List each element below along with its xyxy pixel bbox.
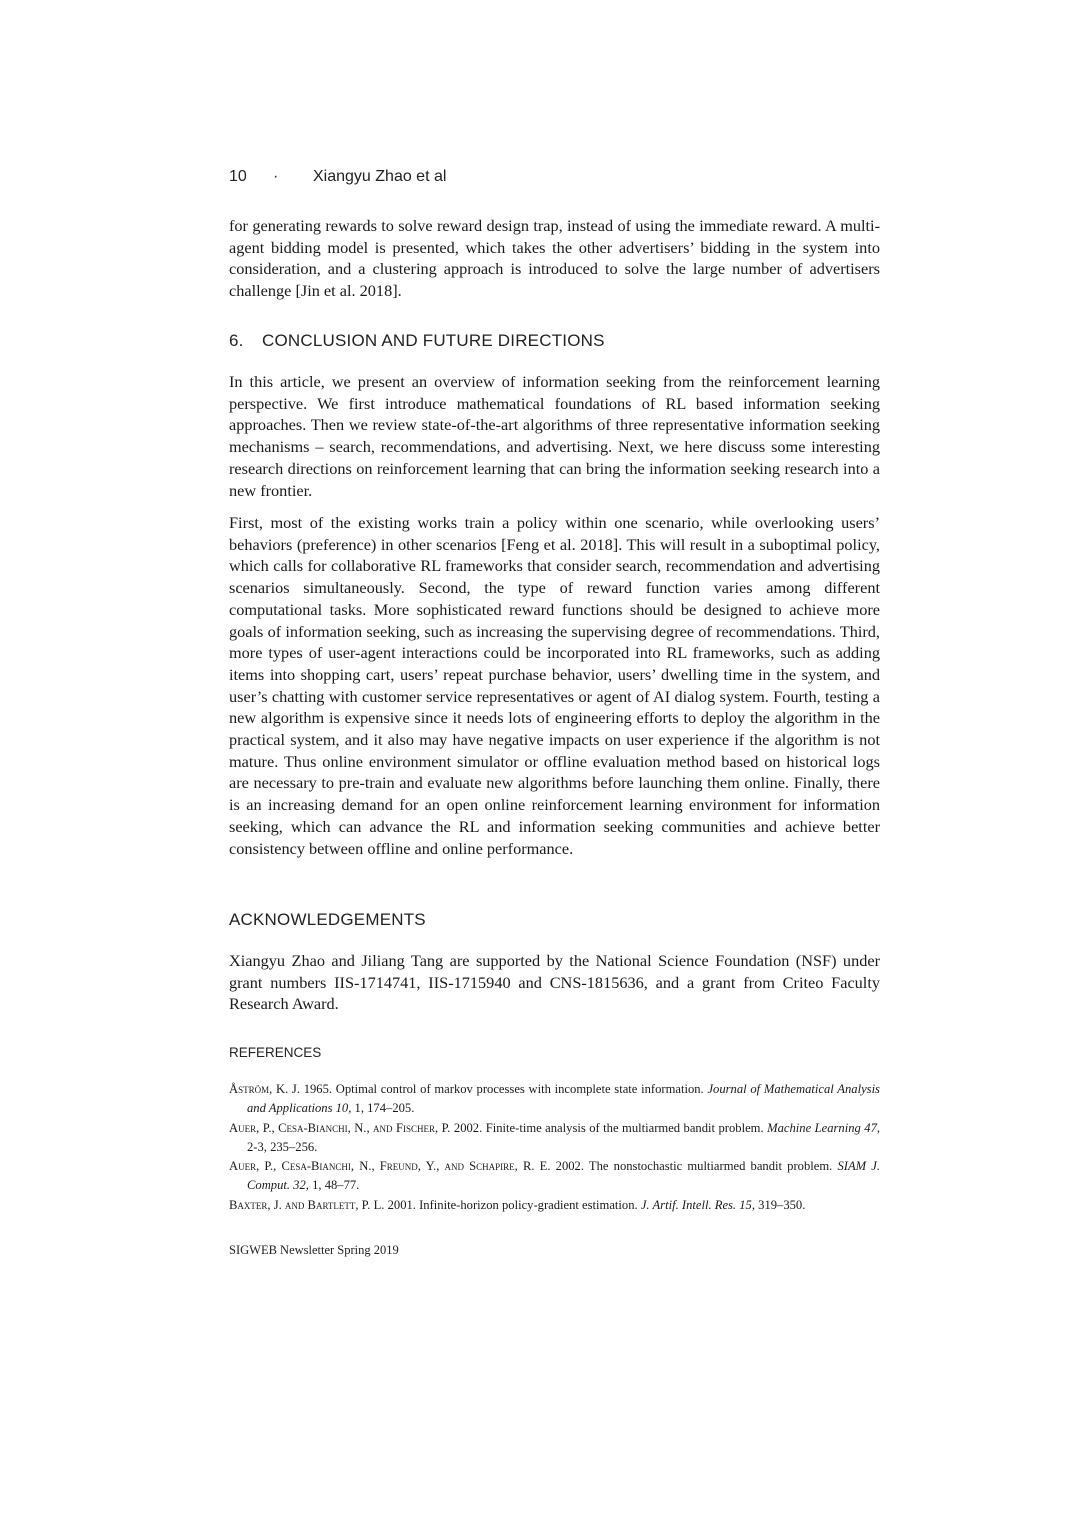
section-heading-conclusion: [229, 331, 605, 351]
page-footer: SIGWEB Newsletter Spring 2019: [229, 1243, 399, 1257]
conclusion-paragraph-2: First, most of the existing works train a policy within one scenario, while overlooking users’ behaviors (preference) in other scenarios [Feng et al. 2018]. This will result in a suboptimal policy, which calls for collaborative RL frameworks that consider search, recommendation and advertising scenarios simultaneously. Second, the type of reward function varies among different computational tasks. More sophisticated reward functions should be designed to achieve more goals of information seeking, such as increasing the supervising degree of recommendations. Third, more types of user-agent interactions could be incorporated into RL frameworks, such as adding items into shopping cart, users’ repeat purchase behavior, users’ dwelling time in the system, and user’s chatting with customer service representatives or agent of AI dialog system. Fourth, testing a new algorithm is expensive since it needs lots of engineering efforts to deploy the algorithm in the practical system, and it also may have negative impacts on user experience if the algorithm is not mature. Thus online environment simulator or offline evaluation method based on historical logs are necessary to pre-train and evaluate new algorithms before launching them online. Finally, there is an increasing demand for an open online reinforcement learning environment for information seeking, which can advance the RL and information seeking communities and achieve better consistency between offline and online performance.: [229, 513, 880, 858]
acknowledgements-paragraph: Xiangyu Zhao and Jiliang Tang are supported by the National Science Foundation (NSF) under grant numbers IIS-1714741, IIS-1715940 and CNS-1815636, and a grant from Criteo Faculty Research Award.: [229, 951, 880, 1014]
references-list: [229, 1080, 880, 1215]
reference-item: Auer, P., Cesa-Bianchi, N., Freund, Y., and Schapire, R. E. 2002. The nonstochastic multiarmed bandit problem. SIAM J. Comput. 32, 1, 48–77.: [229, 1159, 881, 1193]
reference-item: Åström, K. J. 1965. Optimal control of markov processes with incomplete state information. Journal of Mathematical Analysis and Applications 10, 1, 174–205.: [229, 1082, 880, 1116]
references-heading: REFERENCES: [229, 1045, 322, 1060]
header-authors: Xiangyu Zhao et al: [313, 168, 447, 185]
header-separator: ·: [273, 168, 279, 185]
section-heading-acknowledgements: ACKNOWLEDGEMENTS: [229, 910, 426, 929]
continuation-paragraph: for generating rewards to solve reward design trap, instead of using the immediate reward. A multi-agent bidding model is presented, which takes the other advertisers’ bidding in the system into consideration, and a clustering approach is introduced to solve the large number of advertisers challenge [Jin et al. 2018].: [229, 216, 880, 301]
reference-item: Baxter, J. and Bartlett, P. L. 2001. Infinite-horizon policy-gradient estimation. J. Artif. Intell. Res. 15, 319–350.: [229, 1197, 806, 1212]
section-title: CONCLUSION AND FUTURE DIRECTIONS: [262, 331, 605, 350]
running-header: [229, 168, 446, 186]
page-number: 10: [229, 168, 247, 185]
section-number: 6.: [229, 331, 244, 350]
conclusion-paragraph-1: In this article, we present an overview of information seeking from the reinforcement learning perspective. We first introduce mathematical foundations of RL based information seeking approaches. Then we review state-of-the-art algorithms of three representative information seeking mechanisms – search, recommendations, and advertising. Next, we here discuss some interesting research directions on reinforcement learning that can bring the information seeking research into a new frontier.: [229, 372, 880, 500]
reference-item: Auer, P., Cesa-Bianchi, N., and Fischer, P. 2002. Finite-time analysis of the multiarmed bandit problem. Machine Learning 47, 2-3, 235–256.: [229, 1120, 881, 1154]
